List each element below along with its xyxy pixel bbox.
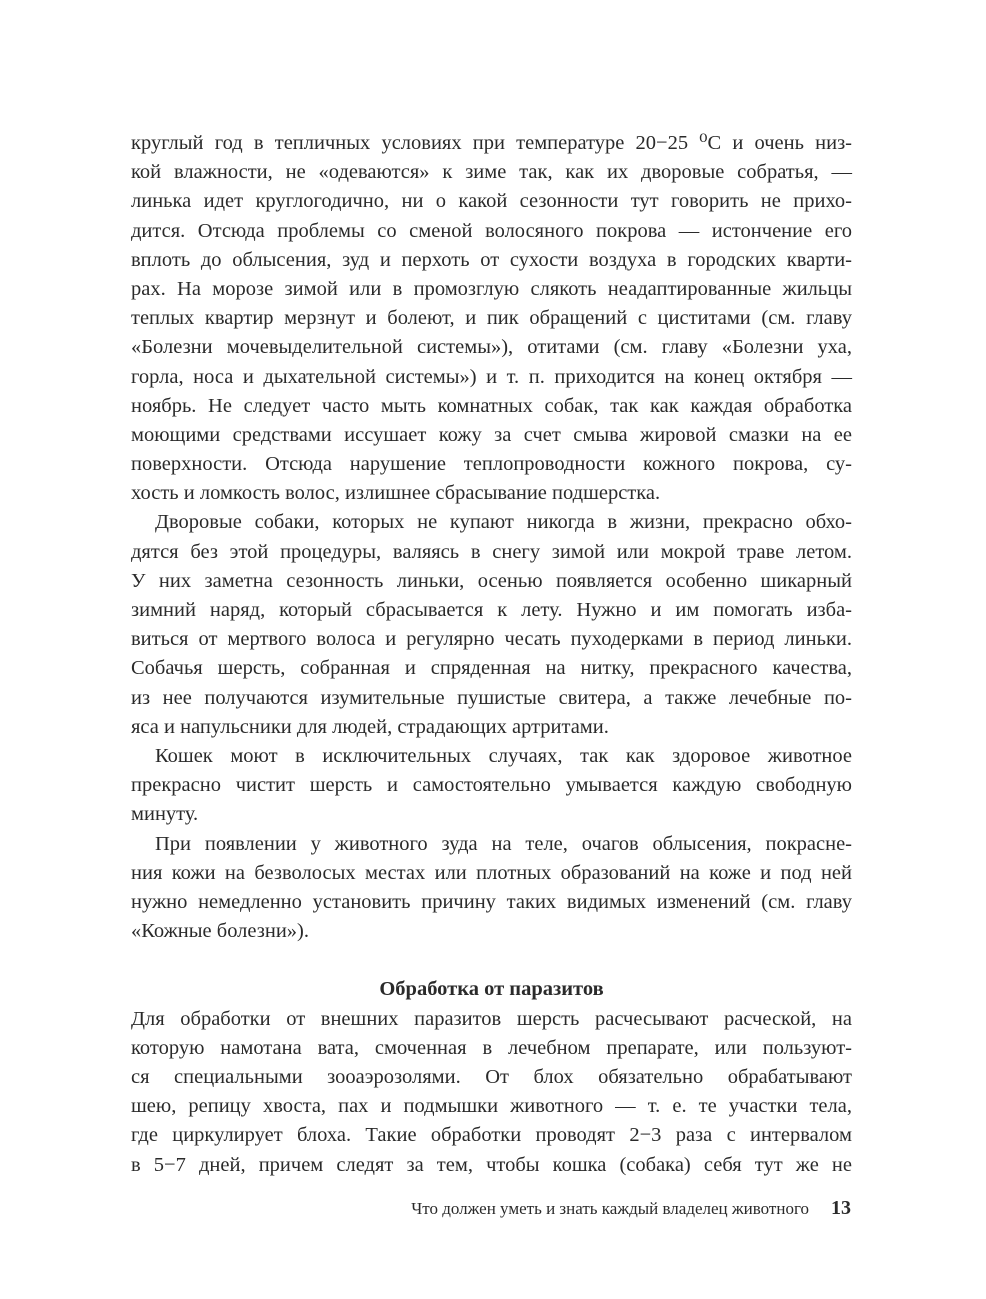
page-number: 13 xyxy=(831,1197,851,1219)
section-heading: Обработка от паразитов xyxy=(379,978,604,1001)
text-line: нужно немедленно установить причину таких видимых изменений (см. главу xyxy=(131,890,852,913)
text-line: виться от мертвого волоса и регулярно чесать пуходерками в период линьки. xyxy=(131,628,852,651)
text-line: зимний наряд, который сбрасывается к лету. Нужно и им помогать изба- xyxy=(131,599,852,621)
text-line: Дворовые собаки, которых не купают никогда в жизни, прекрасно обхо- xyxy=(155,511,852,534)
text-line: в 5−7 дней, причем следят за тем, чтобы кошка (собака) себя тут же не xyxy=(131,1153,852,1176)
text-line: горла, носа и дыхательной системы») и т. п. приходится на конец октября — xyxy=(131,365,852,388)
text-line: У них заметна сезонность линьки, осенью появляется особенно шикарный xyxy=(131,569,852,592)
text-line: хость и ломкость волос, излишнее сбрасывание подшерстка. xyxy=(131,482,661,505)
text-line: яса и напульсники для людей, страдающих артритами. xyxy=(131,715,609,738)
paragraph xyxy=(131,742,852,830)
text-line: поверхности. Отсюда нарушение теплопроводности кожного покрова, су- xyxy=(131,453,852,476)
text-line: где циркулирует блоха. Такие обработки проводят 2−3 раза с интервалом xyxy=(131,1124,852,1147)
text-line: моющими средствами иссушает кожу за счет смыва жировой смазки на ее xyxy=(131,423,852,446)
text-line: прекрасно чистит шерсть и самостоятельно умывается каждую свободную xyxy=(131,774,852,797)
paragraph xyxy=(131,1005,852,1180)
paragraph xyxy=(131,508,852,742)
text-line: рах. На морозе зимой или в промозглую слякоть неадаптированные жильцы xyxy=(131,277,852,300)
text-line: теплых квартир мерзнут и болеют, и пик обращений с циститами (см. главу xyxy=(131,307,852,330)
text-line: шею, репицу хвоста, пах и подмышки животного — т. е. те участки тела, xyxy=(131,1095,852,1118)
text-line: Собачья шерсть, собранная и спряденная на нитку, прекрасного качества, xyxy=(131,657,852,680)
text-line: которую намотана вата, смоченная в лечебном препарате, или пользуют- xyxy=(131,1036,852,1059)
page-body xyxy=(131,129,852,1180)
body-text-before-heading xyxy=(131,129,852,946)
text-line: линька идет круглогодично, ни о какой сезонности тут говорить не прихо- xyxy=(131,190,852,213)
text-line: минуту. xyxy=(131,803,199,826)
paragraph xyxy=(131,830,852,947)
text-line: кой влажности, не «одеваются» к зиме так, как их дворовые собратья, — xyxy=(131,161,852,184)
running-title: Что должен уметь и знать каждый владелец животного xyxy=(411,1199,809,1218)
text-line: дится. Отсюда проблемы со сменой волосяного покрова — истончение его xyxy=(131,219,852,242)
text-line: «Болезни мочевыделительной системы»), отитами (см. главу «Болезни уха, xyxy=(131,336,852,359)
text-line: ся специальными зооаэрозолями. От блох обязательно обрабатывают xyxy=(131,1066,852,1088)
text-line: круглый год в тепличных условиях при температуре 20−25 ⁰С и очень низ- xyxy=(131,132,852,154)
text-line: «Кожные болезни»). xyxy=(131,920,310,943)
text-line: При появлении у животного зуда на теле, очагов облысения, покрасне- xyxy=(155,832,852,855)
text-line: ния кожи на безволосых местах или плотных образований на коже и под ней xyxy=(131,861,852,884)
page-footer xyxy=(411,1194,851,1223)
text-line: Для обработки от внешних паразитов шерсть расчесывают расческой, на xyxy=(131,1007,852,1030)
paragraph xyxy=(131,129,852,508)
text-line: Кошек моют в исключительных случаях, так как здоровое животное xyxy=(155,744,852,767)
text-line: вплоть до облысения, зуд и перхоть от сухости воздуха в городских кварти- xyxy=(131,248,852,271)
text-line: ноябрь. Не следует часто мыть комнатных собак, так как каждая обработка xyxy=(131,394,852,417)
body-text-after-heading xyxy=(131,1005,852,1180)
text-line: дятся без этой процедуры, валяясь в снегу зимой или мокрой траве летом. xyxy=(131,540,852,563)
text-line: из нее получаются изумительные пушистые свитера, а также лечебные по- xyxy=(131,686,852,709)
